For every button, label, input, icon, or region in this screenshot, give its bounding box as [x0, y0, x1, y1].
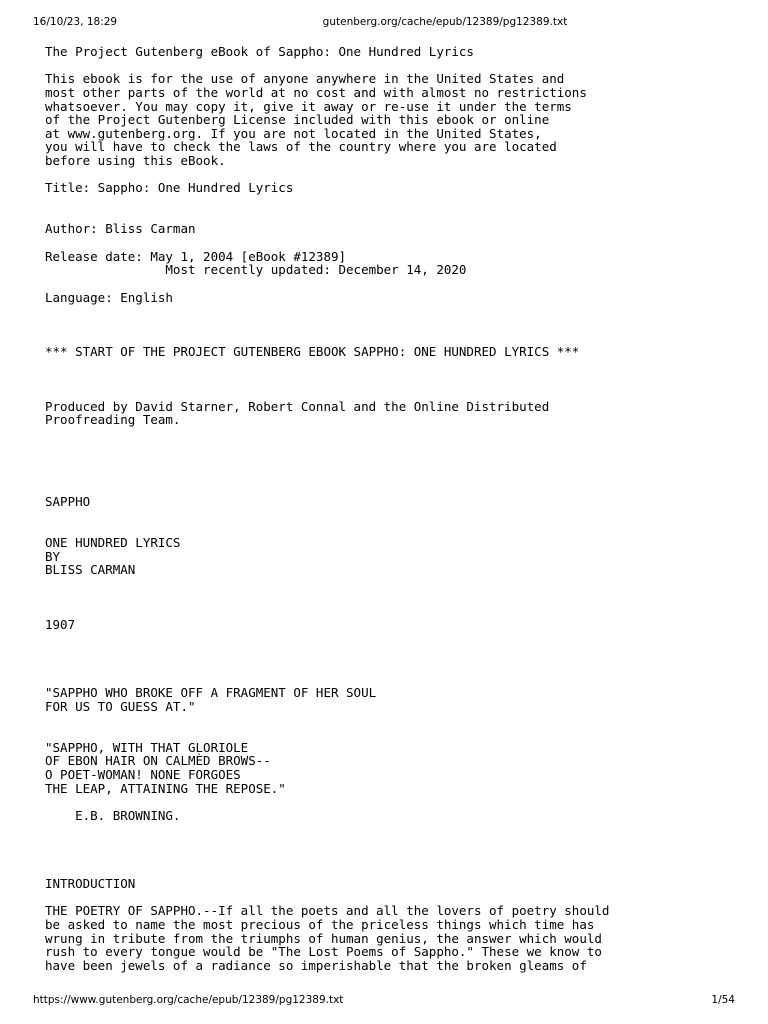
text-line: [45, 304, 745, 318]
text-line: [45, 604, 745, 618]
text-line: you will have to check the laws of the country where you are located: [45, 139, 557, 155]
text-line: wrung in tribute from the triumphs of human genius, the answer which would: [45, 930, 602, 946]
text-line: [45, 713, 745, 727]
text-line: most other parts of the world at no cost and with almost no restrictions: [45, 84, 587, 100]
text-line: [45, 372, 745, 386]
text-line: O POET-WOMAN! NONE FORGOES: [45, 766, 241, 782]
text-line: [45, 591, 745, 605]
text-line: [45, 209, 745, 223]
text-line: SAPPHO: [45, 494, 91, 510]
text-line: be asked to name the most precious of the priceless things which time has: [45, 917, 595, 932]
text-line: INTRODUCTION: [45, 876, 136, 892]
text-line: [45, 659, 745, 673]
text-line: [45, 331, 745, 345]
text-line: [45, 427, 745, 441]
text-line: [45, 850, 745, 864]
print-footer: [0, 992, 768, 1008]
text-line: [45, 468, 745, 482]
text-line: "SAPPHO, WITH THAT GLORIOLE: [45, 739, 249, 755]
text-line: Most recently updated: December 14, 2020: [45, 262, 467, 278]
text-line: [45, 823, 745, 837]
text-line: [45, 441, 745, 455]
text-line: of the Project Gutenberg License included with this ebook or online: [45, 112, 550, 128]
text-line: [45, 632, 745, 646]
text-line: [45, 891, 745, 905]
text-line: before using this eBook.: [45, 153, 226, 169]
text-line: BY: [45, 548, 61, 564]
text-line: THE POETRY OF SAPPHO.--If all the poets and all the lovers of poetry should: [45, 903, 610, 919]
text-line: [45, 454, 745, 468]
text-line: 1907: [45, 616, 76, 632]
document-text: [45, 45, 745, 977]
text-line: rush to every tongue would be "The Lost Poems of Sappho." These we know to: [45, 944, 602, 960]
text-line: E.B. BROWNING.: [45, 807, 181, 823]
text-line: [45, 727, 745, 741]
print-datetime: 16/10/23, 18:29: [33, 16, 118, 28]
text-line: Proofreading Team.: [45, 412, 181, 428]
text-line: "SAPPHO WHO BROKE OFF A FRAGMENT OF HER SOUL: [45, 685, 377, 701]
text-line: The Project Gutenberg eBook of Sappho: One Hundred Lyrics: [45, 45, 474, 59]
text-line: This ebook is for the use of anyone anywhere in the United States and: [45, 71, 565, 87]
text-line: [45, 863, 745, 877]
text-line: whatsoever. You may copy it, give it away or re-use it under the terms: [45, 98, 572, 114]
text-line: ONE HUNDRED LYRICS: [45, 535, 181, 551]
text-line: have been jewels of a radiance so imperishable that the broken gleams of: [45, 957, 587, 973]
text-line: [45, 509, 745, 523]
text-line: [45, 836, 745, 850]
text-line: [45, 522, 745, 536]
text-line: [45, 482, 745, 496]
text-line: [45, 277, 745, 291]
text-line: FOR US TO GUESS AT.": [45, 698, 196, 714]
text-line: OF EBON HAIR ON CALMÈD BROWS--: [45, 753, 271, 769]
text-line: *** START OF THE PROJECT GUTENBERG EBOOK SAPPHO: ONE HUNDRED LYRICS ***: [45, 344, 580, 360]
text-line: at www.gutenberg.org. If you are not located in the United States,: [45, 125, 542, 141]
text-line: Language: English: [45, 289, 173, 305]
page-indicator: 1/54: [711, 994, 735, 1006]
text-line: Author: Bliss Carman: [45, 221, 196, 237]
text-line: Release date: May 1, 2004 [eBook #12389]: [45, 248, 347, 264]
text-line: [45, 318, 745, 332]
text-line: [45, 386, 745, 400]
text-line: THE LEAP, ATTAINING THE REPOSE.": [45, 780, 286, 796]
text-line: Title: Sappho: One Hundred Lyrics: [45, 180, 294, 196]
text-line: [45, 168, 745, 182]
text-line: [45, 59, 745, 73]
text-line: [45, 577, 745, 591]
text-line: [45, 236, 745, 250]
text-line: [45, 672, 745, 686]
text-line: [45, 195, 745, 209]
text-line: [45, 359, 745, 373]
text-line: [45, 645, 745, 659]
text-line: [45, 795, 745, 809]
text-line: Produced by David Starner, Robert Connal and the Online Distributed: [45, 398, 550, 414]
print-footer-url[interactable]: https://www.gutenberg.org/cache/epub/12389/pg12389.txt: [33, 994, 344, 1006]
print-header-url: gutenberg.org/cache/epub/12389/pg12389.txt: [322, 16, 568, 28]
print-header: [0, 14, 768, 30]
text-line: BLISS CARMAN: [45, 562, 136, 578]
